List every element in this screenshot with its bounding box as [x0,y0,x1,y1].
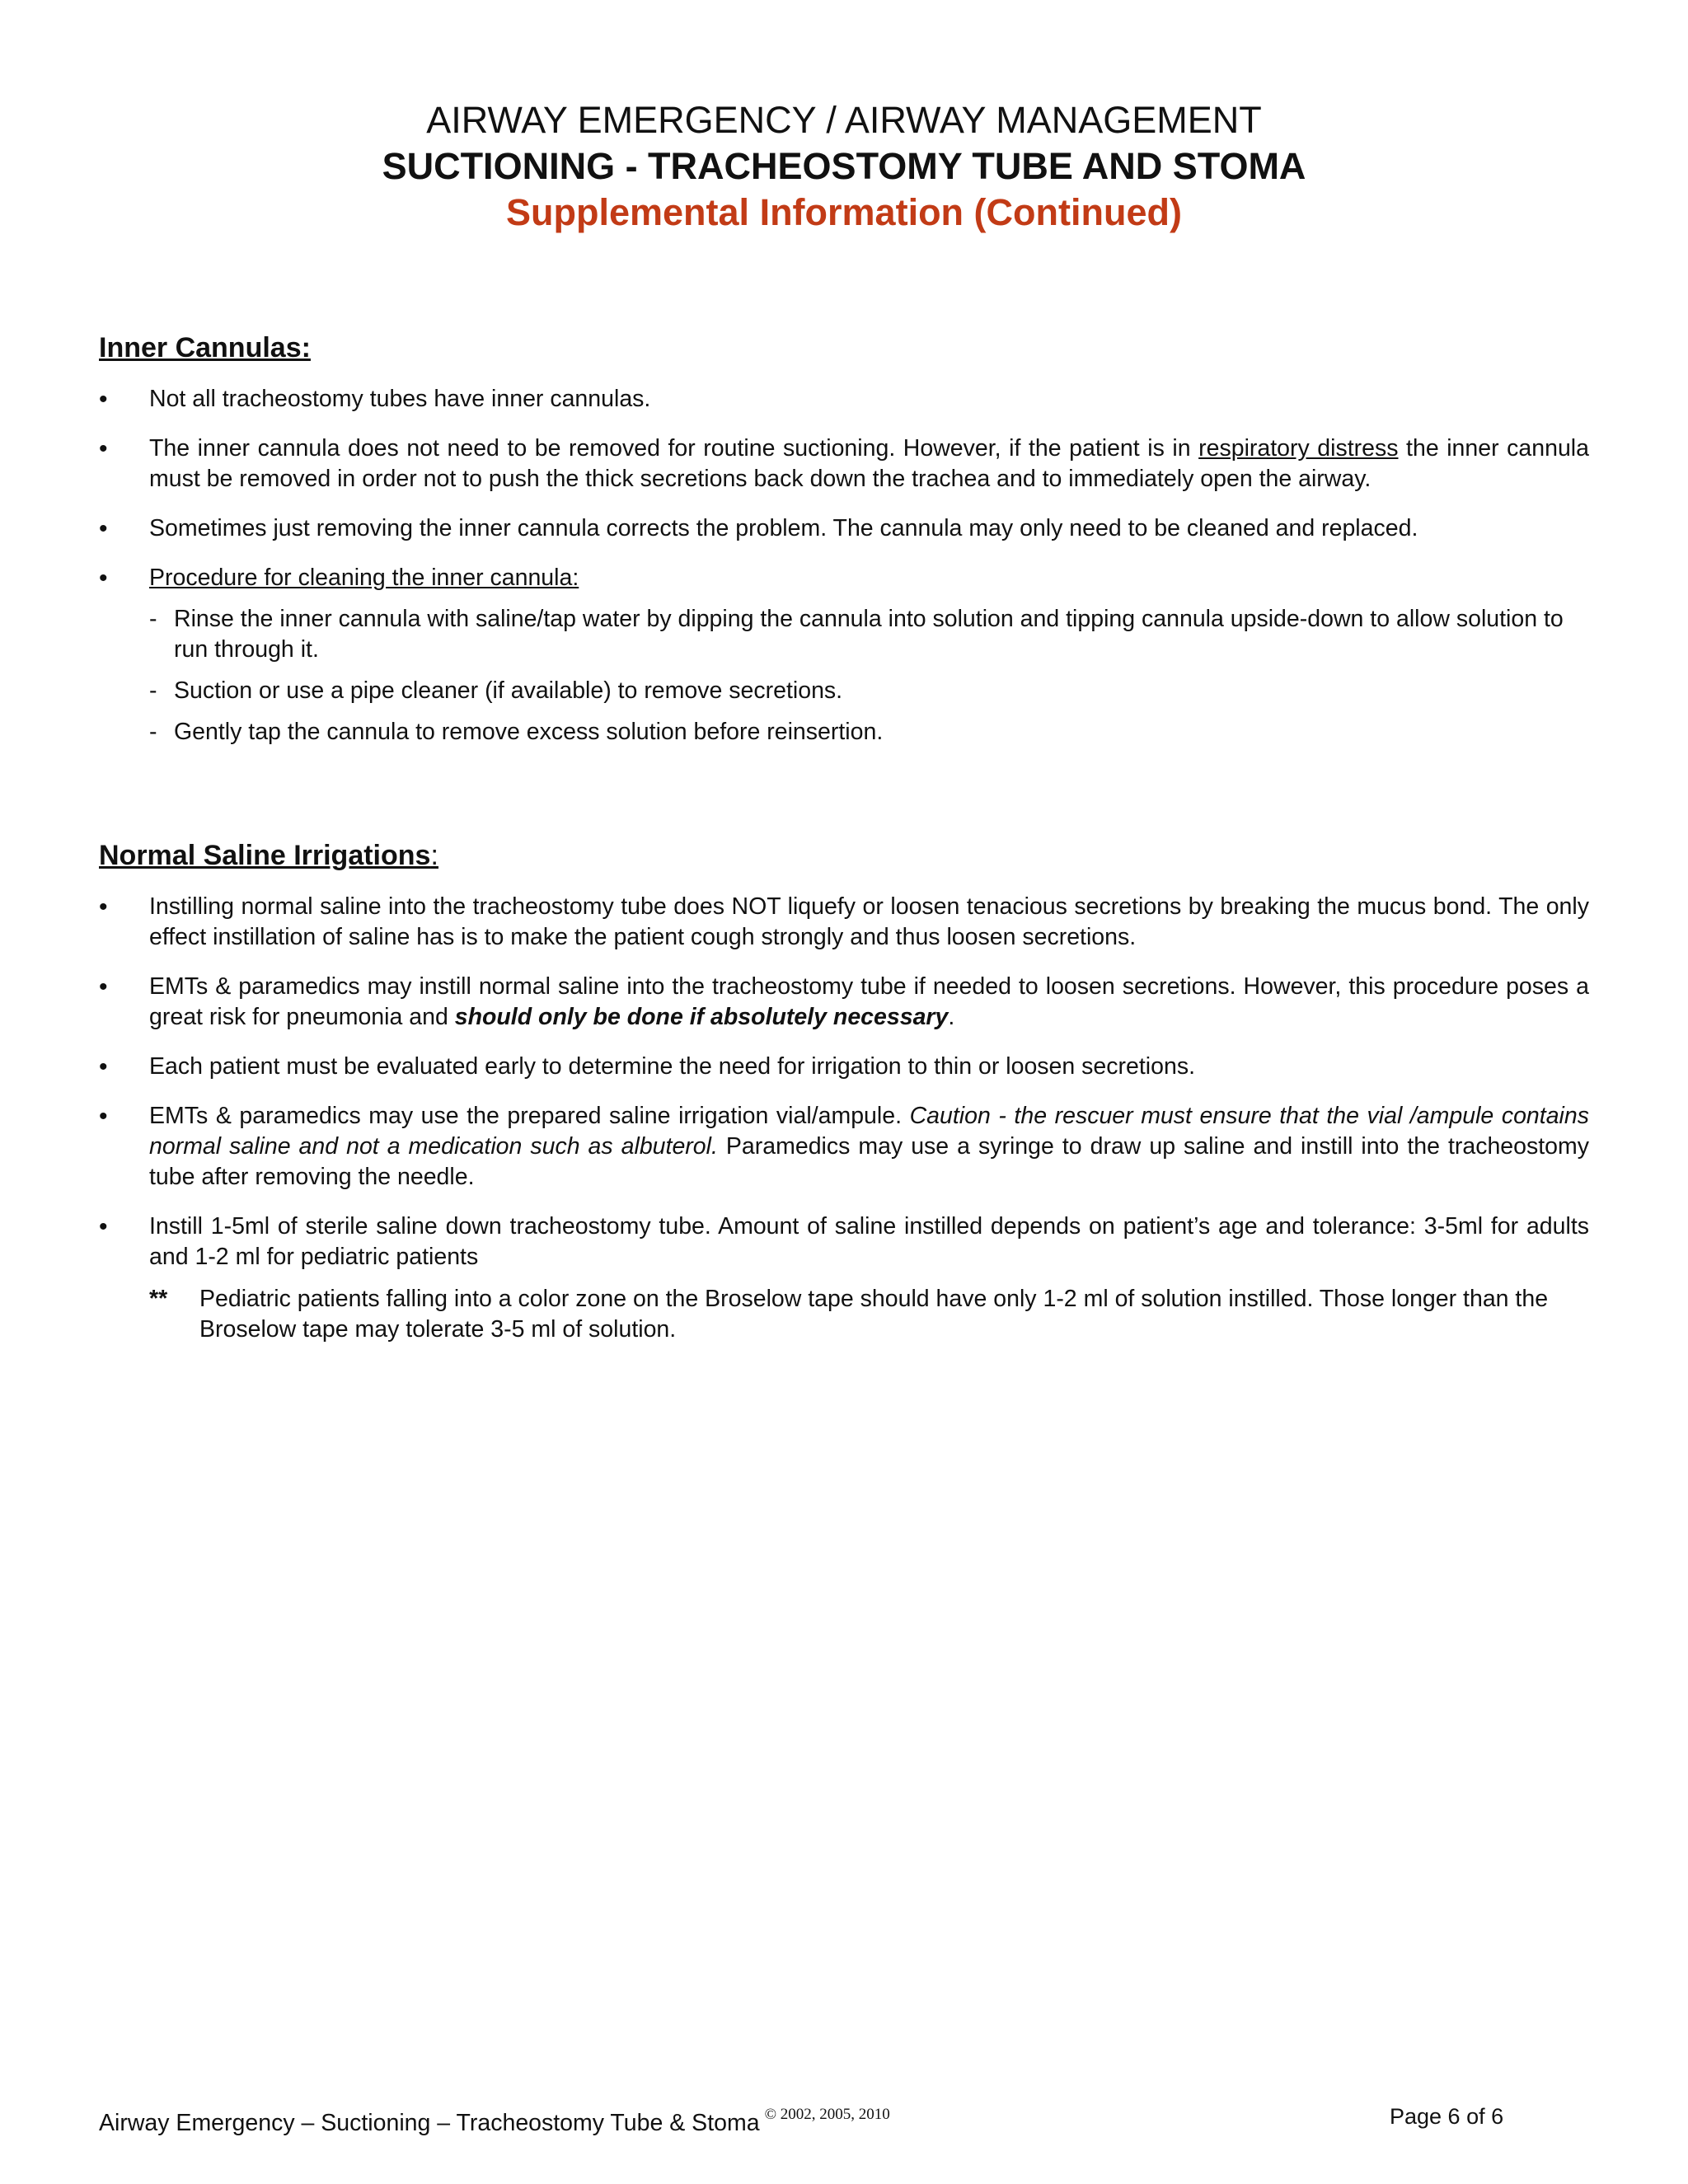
bullet-text: Instill 1-5ml of sterile saline down tracheostomy tube. Amount of saline instilled depends on patient’s age and tolerance: 3-5ml for adults and 1-2 ml for pediatric patients [149,1213,1589,1270]
list-item [99,384,1589,415]
bullet-text: Instilling normal saline into the tracheostomy tube does NOT liquefy or loosen tenacious secretions by breaking the mucus bond. The only effect instillation of saline has is to make the patient cough strongly and thus loosen secretions. [149,893,1589,950]
emphasis-text: should only be done if absolutely necessary [454,1004,949,1030]
section-title-inner-cannulas: Inner Cannulas: [99,332,311,363]
step-text: Gently tap the cannula to remove excess solution before reinsertion. [174,719,884,745]
bullet-icon: • [99,1213,108,1240]
list-item [99,563,1589,593]
header-title: SUCTIONING - TRACHEOSTOMY TUBE AND STOMA [382,145,1306,187]
bullet-text: Paramedics may use a syringe to draw up saline and instill into the tracheostomy tube after removing the needle. [149,1133,1590,1190]
bullet-icon: • [99,515,108,542]
list-item [99,434,1589,494]
list-item [99,1052,1589,1082]
dash-marker: - [149,719,157,745]
bullet-icon: • [99,565,108,592]
footer-copyright: © 2002, 2005, 2010 [764,2106,890,2123]
list-item [99,1212,1589,1272]
note-marker: ** [149,1286,168,1312]
procedure-step [99,676,1589,706]
underlined-term: respiratory distress [1198,435,1399,462]
bullet-text: The inner cannula does not need to be removed for routine suctioning. However, if the patient is in [149,435,1199,462]
list-item [99,892,1589,953]
bullet-icon: • [99,893,108,921]
bullet-text: EMTs & paramedics may use the prepared saline irrigation vial/ampule. [149,1103,910,1129]
dash-marker: - [149,606,157,632]
list-item [99,972,1589,1033]
section-title-saline [99,839,1589,872]
bullet-text: Not all tracheostomy tubes have inner cannulas. [149,386,651,412]
footer-title [99,2100,890,2138]
bullet-icon: • [99,435,108,462]
dash-marker: - [149,677,157,704]
bullet-text: Each patient must be evaluated early to determine the need for irrigation to thin or loosen secretions. [149,1053,1195,1080]
footer-text: Airway Emergency – Suctioning – Tracheostomy Tube & Stoma [99,2110,760,2136]
section-saline-irrigations [99,839,1589,1345]
procedure-heading: Procedure for cleaning the inner cannula: [149,565,579,591]
bullet-text: the inner cannula must be removed in order not to push the thick secretions back down the trachea and to immediately open the airway. [149,435,1589,492]
section-title-text: Normal Saline Irrigations [99,840,431,871]
list-item [99,1101,1589,1193]
note-text: Pediatric patients falling into a color zone on the Broselow tape should have only 1-2 ml of solution instilled. Those longer than the Broselow tape may tolerate 3-5 ml of solution. [199,1286,1549,1343]
page-number: Page 6 of 6 [1390,2104,1504,2129]
bullet-icon: • [99,1103,108,1130]
bullet-icon: • [99,386,108,413]
section-title-colon: : [430,840,438,871]
header-category: AIRWAY EMERGENCY / AIRWAY MANAGEMENT [426,99,1262,141]
bullet-text: . [948,1004,955,1030]
step-text: Rinse the inner cannula with saline/tap water by dipping the cannula into solution and tipping cannula upside-down to allow solution to run through it. [174,606,1564,663]
bullet-icon: • [99,1053,108,1080]
step-text: Suction or use a pipe cleaner (if available) to remove secretions. [174,677,843,704]
document-header [0,97,1688,236]
procedure-step [99,604,1589,665]
bullet-text: EMTs & paramedics may instill normal saline into the tracheostomy tube if needed to loosen secretions. However, this procedure poses a great risk for pneumonia and [149,973,1589,1030]
header-subtitle: Supplemental Information (Continued) [506,191,1182,233]
pediatric-note [99,1284,1589,1345]
list-item [99,513,1589,544]
bullet-icon: • [99,973,108,1001]
section-inner-cannulas [99,331,1589,758]
caution-text: Caution - the rescuer must ensure that the vial /ampule contains normal saline and not a medication such as albuterol. [149,1103,1589,1160]
bullet-text: Sometimes just removing the inner cannula corrects the problem. The cannula may only need to be cleaned and replaced. [149,515,1418,541]
procedure-step [99,717,1589,748]
